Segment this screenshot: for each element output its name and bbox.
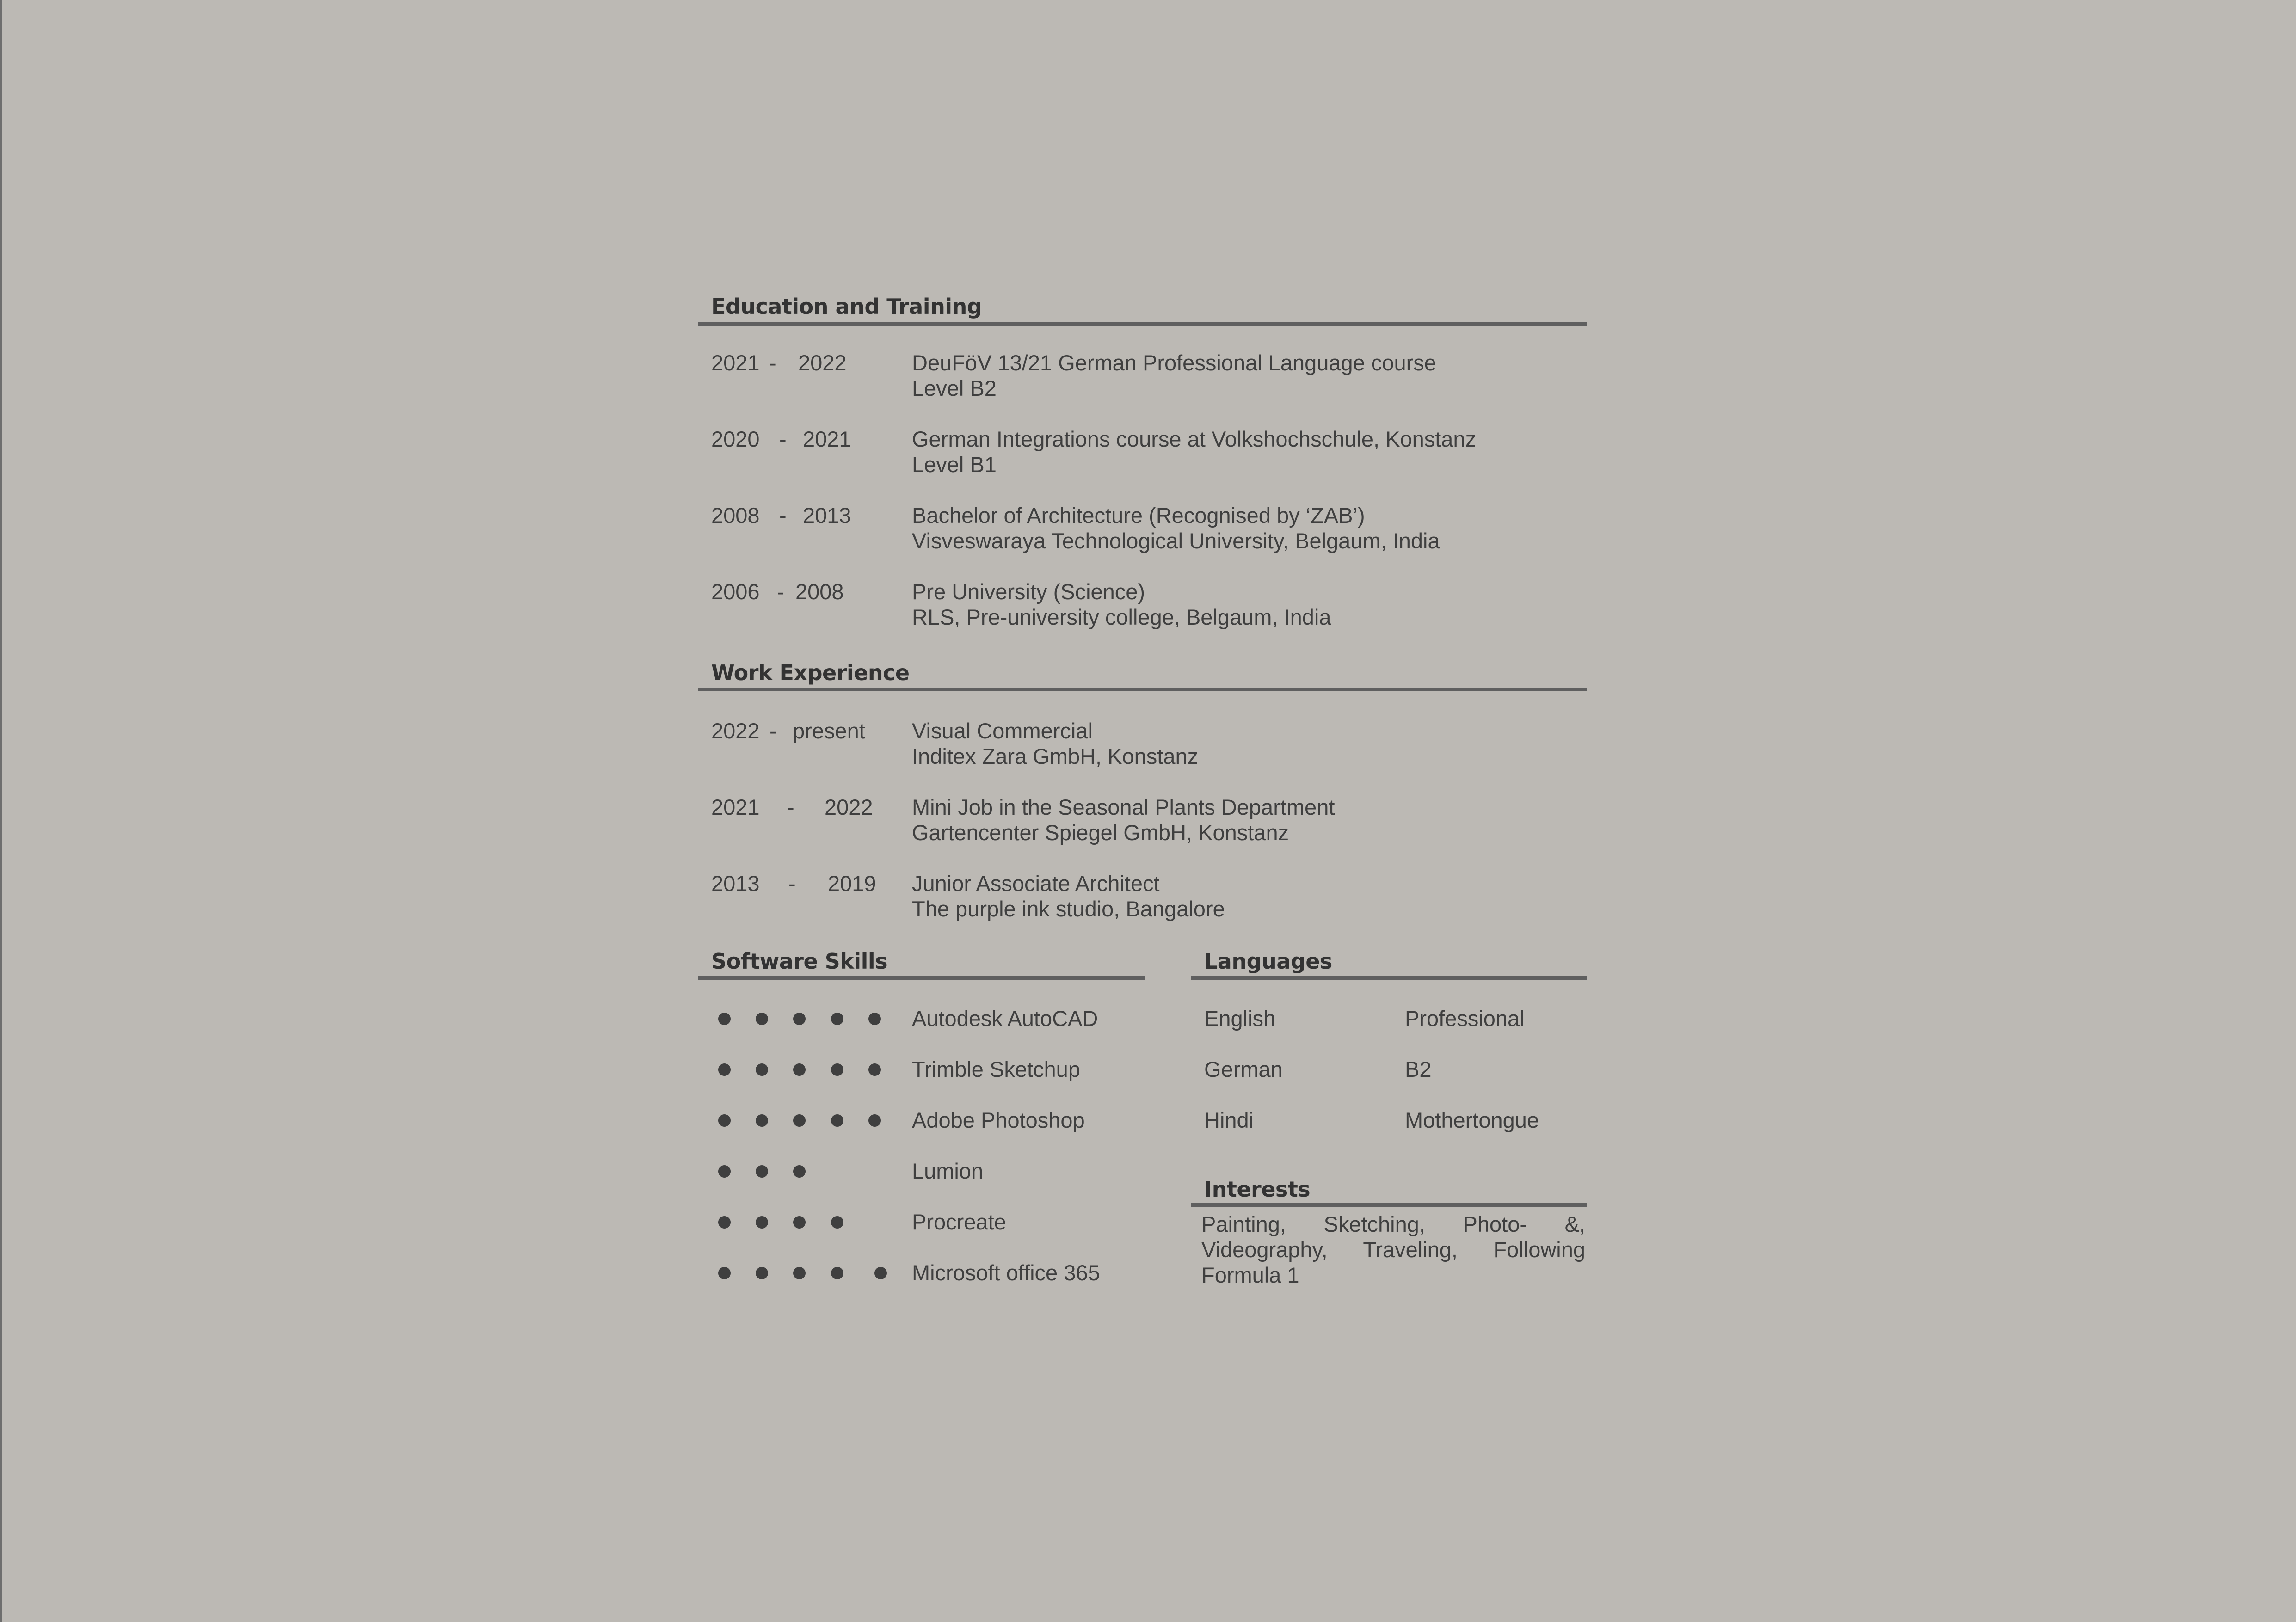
education-end-year: 2013	[803, 503, 851, 528]
work-employer: The purple ink studio, Bangalore	[912, 897, 1225, 921]
interests-heading: Interests	[1204, 1177, 1311, 1202]
work-end-year: 2022	[825, 795, 873, 819]
education-heading: Education and Training	[711, 294, 982, 319]
work-heading: Work Experience	[711, 660, 910, 685]
skill-name: Lumion	[912, 1159, 984, 1183]
rating-dot	[718, 1267, 731, 1279]
rating-dot	[793, 1063, 806, 1076]
rating-dot	[756, 1114, 768, 1127]
rating-dot	[793, 1114, 806, 1127]
skill-name: Autodesk AutoCAD	[912, 1006, 1098, 1031]
education-course: Bachelor of Architecture (Recognised by ‘ZAB’)	[912, 503, 1365, 528]
work-position: Visual Commercial	[912, 719, 1093, 743]
skill-name: Trimble Sketchup	[912, 1057, 1080, 1081]
rating-dot	[718, 1013, 731, 1025]
rating-dot	[868, 1114, 881, 1127]
rating-dot	[718, 1063, 731, 1076]
date-separator: -	[769, 719, 777, 743]
education-start-year: 2006	[711, 579, 760, 604]
education-course: German Integrations course at Volkshochschule, Konstanz	[912, 427, 1477, 451]
education-end-year: 2022	[798, 350, 847, 375]
education-end-year: 2021	[803, 427, 851, 451]
work-start-year: 2013	[711, 871, 760, 896]
education-divider	[698, 322, 1587, 326]
language-name: German	[1204, 1057, 1283, 1081]
interests-divider	[1191, 1203, 1587, 1207]
rating-dot	[718, 1216, 731, 1229]
education-course: Pre University (Science)	[912, 579, 1145, 604]
work-end-year: present	[793, 719, 865, 743]
rating-dot	[793, 1267, 806, 1279]
work-divider	[698, 688, 1587, 691]
rating-dot	[756, 1267, 768, 1279]
rating-dot	[718, 1114, 731, 1127]
work-employer: Gartencenter Spiegel GmbH, Konstanz	[912, 820, 1289, 845]
language-level: Professional	[1405, 1006, 1525, 1031]
education-detail: Level B1	[912, 452, 997, 477]
education-start-year: 2021	[711, 350, 760, 375]
languages-divider	[1191, 976, 1587, 980]
education-start-year: 2008	[711, 503, 760, 528]
education-end-year: 2008	[795, 579, 844, 604]
date-separator: -	[769, 350, 776, 375]
rating-dot	[831, 1114, 843, 1127]
rating-dot	[831, 1063, 843, 1076]
education-detail: RLS, Pre-university college, Belgaum, India	[912, 605, 1331, 629]
interests-text: Painting, Sketching, Photo- &, Videography, Traveling, Following Formula 1	[1201, 1212, 1585, 1287]
rating-dot	[756, 1165, 768, 1178]
rating-dot	[718, 1165, 731, 1178]
language-name: English	[1204, 1006, 1276, 1031]
languages-heading: Languages	[1204, 949, 1332, 974]
language-level: Mothertongue	[1405, 1108, 1539, 1132]
rating-dot	[874, 1267, 887, 1279]
rating-dot	[793, 1165, 806, 1178]
rating-dot	[756, 1013, 768, 1025]
education-course: DeuFöV 13/21 German Professional Language course	[912, 350, 1436, 375]
date-separator: -	[777, 579, 784, 604]
rating-dot	[868, 1063, 881, 1076]
date-separator: -	[779, 503, 787, 528]
rating-dot	[793, 1216, 806, 1229]
software-heading: Software Skills	[711, 949, 888, 974]
work-start-year: 2022	[711, 719, 760, 743]
date-separator: -	[788, 871, 796, 896]
work-start-year: 2021	[711, 795, 760, 819]
page-left-border	[0, 0, 2, 1622]
rating-dot	[793, 1013, 806, 1025]
rating-dot	[831, 1013, 843, 1025]
work-position: Mini Job in the Seasonal Plants Department	[912, 795, 1335, 819]
language-name: Hindi	[1204, 1108, 1254, 1132]
rating-dot	[831, 1267, 843, 1279]
date-separator: -	[787, 795, 794, 819]
rating-dot	[756, 1216, 768, 1229]
software-divider	[698, 976, 1145, 980]
education-detail: Visveswaraya Technological University, Belgaum, India	[912, 528, 1440, 553]
education-start-year: 2020	[711, 427, 760, 451]
work-position: Junior Associate Architect	[912, 871, 1160, 896]
rating-dot	[868, 1013, 881, 1025]
date-separator: -	[779, 427, 787, 451]
work-employer: Inditex Zara GmbH, Konstanz	[912, 744, 1199, 768]
skill-name: Adobe Photoshop	[912, 1108, 1085, 1132]
language-level: B2	[1405, 1057, 1432, 1081]
work-end-year: 2019	[828, 871, 876, 896]
skill-name: Procreate	[912, 1210, 1006, 1234]
rating-dot	[756, 1063, 768, 1076]
skill-name: Microsoft office 365	[912, 1260, 1100, 1285]
rating-dot	[831, 1216, 843, 1229]
education-detail: Level B2	[912, 376, 997, 400]
